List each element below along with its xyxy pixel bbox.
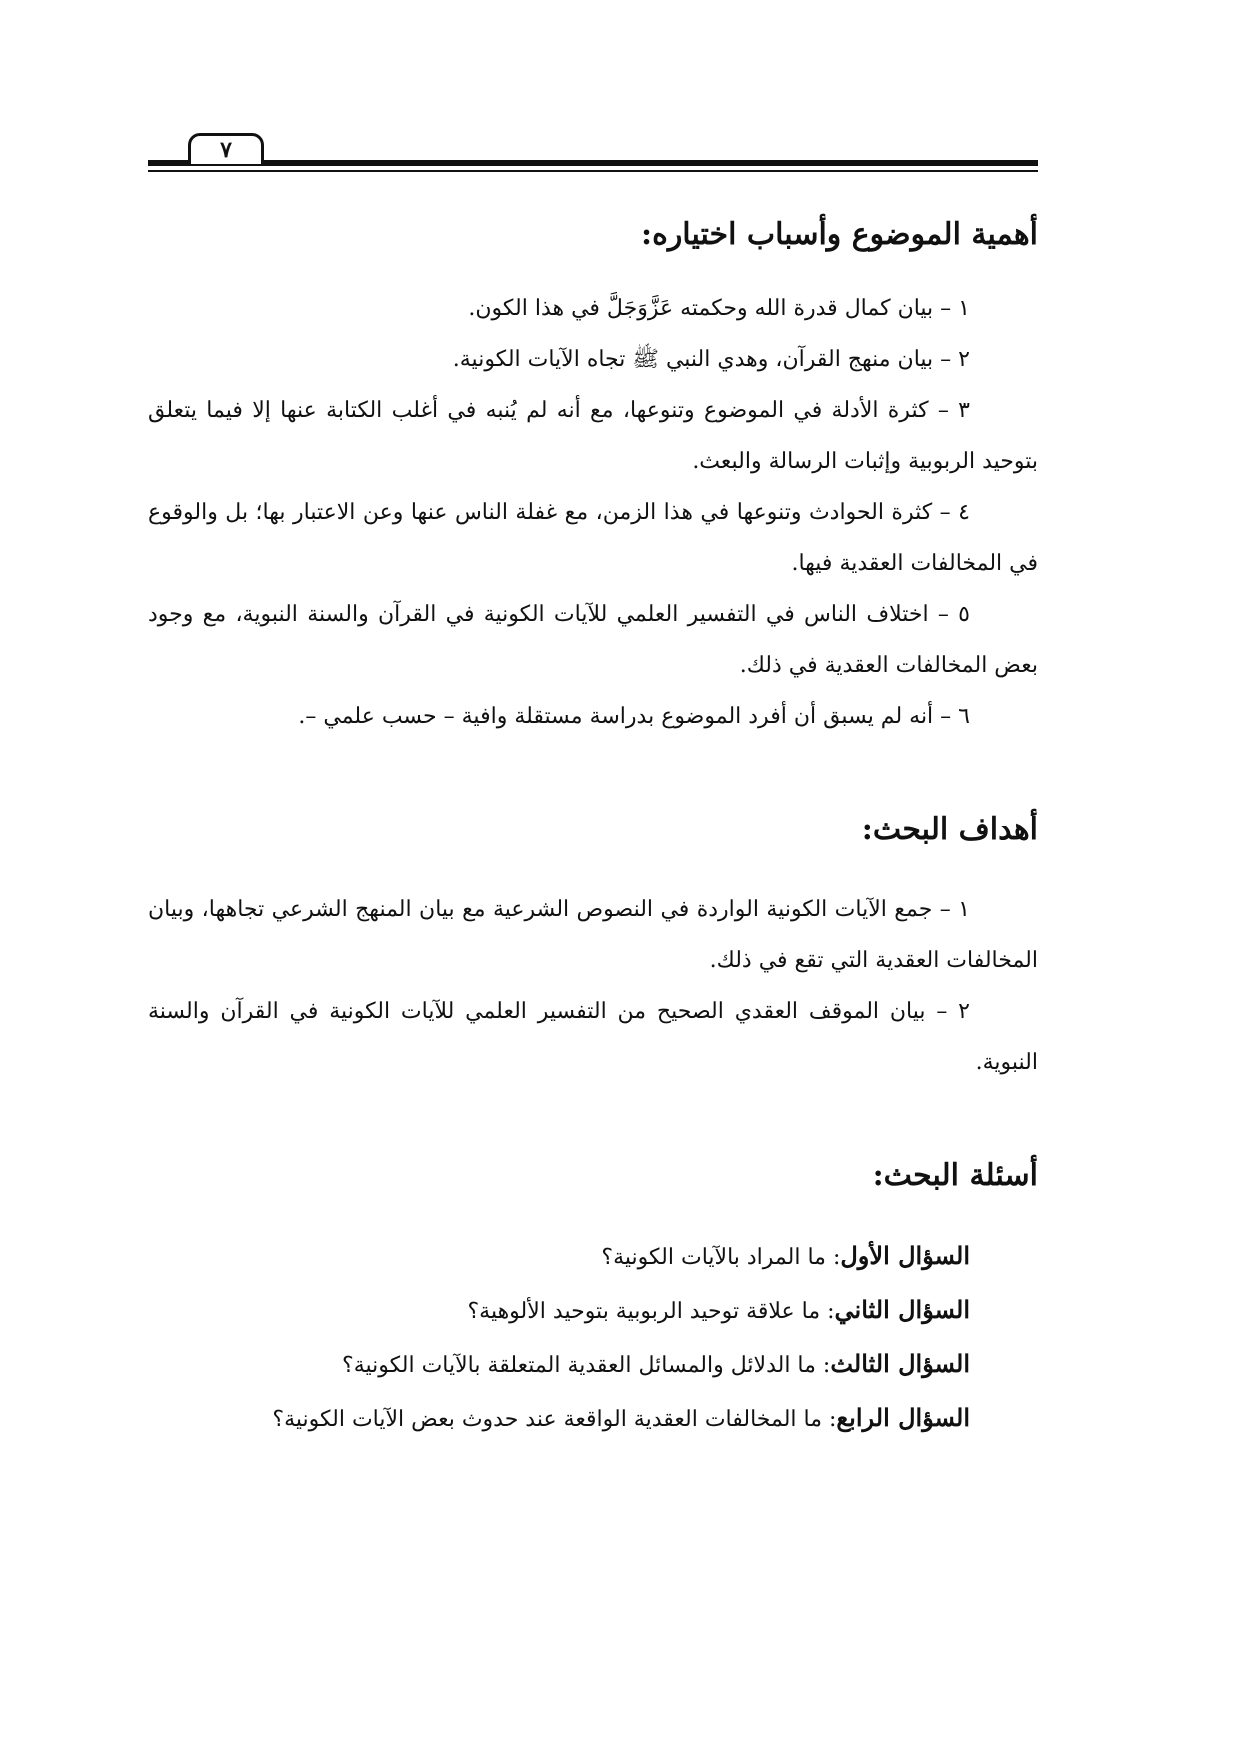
page-body <box>148 205 1038 1446</box>
question-item <box>148 1338 1038 1392</box>
question-label: السؤال الثاني <box>834 1295 970 1324</box>
list-item: ٤ – كثرة الحوادث وتنوعها في هذا الزمن، مع غفلة الناس عنها وعن الاعتبار بها؛ بل والوقوع في المخالفات العقدية فيها. <box>148 500 1038 576</box>
question-item <box>148 1230 1038 1284</box>
list-item: ٢ – بيان منهج القرآن، وهدي النبي ﷺ تجاه الآيات الكونية. <box>452 347 970 372</box>
page-number: ٧ <box>188 133 264 164</box>
section-heading-importance: أهمية الموضوع وأسباب اختياره: <box>641 217 1038 252</box>
question-label: السؤال الرابع <box>836 1403 970 1432</box>
list-item: ٥ – اختلاف الناس في التفسير العلمي للآيات الكونية في القرآن والسنة النبوية، مع وجود بعض المخالفات العقدية في ذلك. <box>148 602 1038 678</box>
header-rule-thin <box>148 170 1038 172</box>
question-text: : ما الدلائل والمسائل العقدية المتعلقة بالآيات الكونية؟ <box>342 1353 831 1378</box>
list-item: ١ – جمع الآيات الكونية الواردة في النصوص الشرعية مع بيان المنهج الشرعي تجاهها، وبيان المخالفات العقدية التي تقع في ذلك. <box>148 897 1038 973</box>
question-label: السؤال الثالث <box>830 1349 970 1378</box>
section-heading-questions: أسئلة البحث: <box>872 1158 1038 1193</box>
list-item: ٦ – أنه لم يسبق أن أفرد الموضوع بدراسة مستقلة وافية – حسب علمي –. <box>298 704 970 729</box>
question-text: : ما المراد بالآيات الكونية؟ <box>601 1245 841 1270</box>
question-item <box>148 1284 1038 1338</box>
list-item: ٣ – كثرة الأدلة في الموضوع وتنوعها، مع أنه لم يُنبه في أغلب الكتابة عنها إلا فيما يتعلق بتوحيد الربوبية وإثبات الرسالة والبعث. <box>148 398 1038 474</box>
page-header <box>148 130 1038 174</box>
question-text: : ما المخالفات العقدية الواقعة عند حدوث بعض الآيات الكونية؟ <box>272 1407 837 1432</box>
question-label: السؤال الأول <box>840 1241 970 1270</box>
list-item: ٢ – بيان الموقف العقدي الصحيح من التفسير العلمي للآيات الكونية في القرآن والسنة النبوية. <box>148 999 1038 1075</box>
list-item: ١ – بيان كمال قدرة الله وحكمته عَزَّوَجَلَّ في هذا الكون. <box>468 296 970 321</box>
section-heading-objectives: أهداف البحث: <box>861 812 1038 847</box>
question-text: : ما علاقة توحيد الربوبية بتوحيد الألوهية؟ <box>467 1299 835 1324</box>
header-rule-thick <box>148 160 1038 166</box>
question-item <box>148 1392 1038 1446</box>
